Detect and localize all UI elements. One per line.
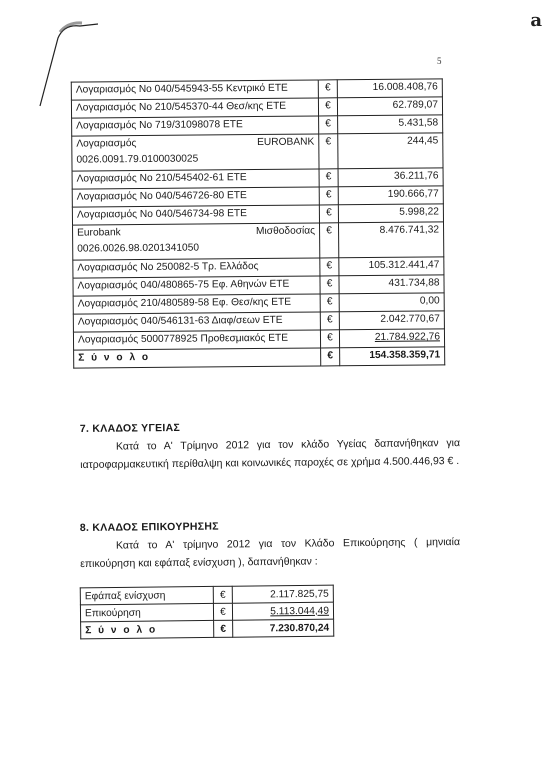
amount-value: 21.784.922,76	[374, 331, 441, 343]
account-name-cell: Λογαριασμός Νο 250082-5 Τρ. Ελλάδος	[73, 258, 320, 278]
account-name-left: Eurobank	[77, 227, 121, 239]
health-section	[80, 416, 461, 474]
amount-cell	[339, 329, 444, 348]
amount-value: 5.431,58	[398, 117, 439, 129]
currency-cell: €	[319, 134, 338, 169]
amount-cell	[338, 222, 443, 258]
total-row	[81, 619, 334, 639]
amount-cell	[339, 275, 444, 294]
currency-cell: €	[320, 276, 339, 294]
account-name-cell	[73, 223, 320, 260]
account-name-cell: Λογαριασμός Νο 719/31098078 ΕΤΕ	[72, 116, 319, 136]
total-label: Σ ύ ν ο λ ο	[74, 348, 321, 368]
account-name-cell: Λογαριασμός Νο 040/546726-80 ΕΤΕ	[72, 187, 319, 207]
total-amount: 7.230.870,24	[233, 619, 334, 637]
account-name-cell: Λογαριασμός Νο 210/545402-61 ΕΤΕ	[72, 169, 319, 189]
amount-value: 2.117.825,75	[270, 588, 329, 600]
amount-cell	[232, 602, 333, 620]
account-number: 0026.0026.98.0201341050	[77, 242, 200, 255]
amount-cell	[339, 311, 444, 330]
aux-name-cell: Εφάπαξ ενίσχυση	[80, 586, 213, 604]
auxiliary-text: Κατά το Α' τρίμηνο 2012 για τον Κλάδο Επικούρησης ( μηνιαία επικούρηση και εφάπαξ ενίσχυση ), δαπανήθηκαν :	[80, 536, 461, 570]
total-currency: €	[214, 620, 233, 637]
account-name-cell: Λογαριασμός Νο 210/545370-44 Θεσ/κης ΕΤΕ	[71, 98, 318, 118]
currency-cell: €	[318, 98, 337, 116]
accounts-table	[71, 78, 445, 368]
currency-cell: €	[320, 330, 339, 348]
health-heading: 7. ΚΛΑΔΟΣ ΥΓΕΙΑΣ	[79, 421, 181, 435]
account-name-right: Μισθοδοσίας	[255, 225, 316, 238]
currency-cell: €	[319, 187, 338, 205]
amount-value: 2.042.770,67	[380, 313, 440, 325]
currency-cell: €	[319, 223, 338, 258]
currency-cell: €	[320, 294, 339, 312]
amount-cell	[338, 204, 443, 223]
account-name-cell: Λογαριασμός 040/546131-63 Διαφ/σεων ΕΤΕ	[73, 312, 320, 332]
currency-cell: €	[319, 116, 338, 134]
auxiliary-table	[80, 585, 335, 640]
amount-value: 0,00	[419, 295, 440, 307]
auxiliary-section	[80, 515, 461, 573]
amount-value: 431.734,88	[388, 277, 440, 289]
currency-cell: €	[320, 312, 339, 330]
currency-cell: €	[213, 586, 232, 603]
currency-cell: €	[213, 603, 232, 620]
account-number: 0026.0091.79.0100030025	[76, 153, 199, 166]
account-name-cell: Λογαριασμός Νο 040/546734-98 ΕΤΕ	[72, 205, 319, 225]
account-name-line	[77, 224, 315, 242]
account-name-cell	[72, 134, 319, 171]
currency-cell: €	[319, 205, 338, 223]
currency-cell: €	[320, 258, 339, 276]
account-name-cell: Λογαριασμός Νο 040/545943-55 Κεντρικό ΕΤΕ	[71, 80, 318, 100]
amount-cell	[339, 257, 444, 276]
currency-cell: €	[319, 169, 338, 187]
amount-value: 8.476.741,32	[379, 224, 440, 236]
account-name-left: Λογαριασμός	[76, 138, 137, 150]
total-label: Σ ύ ν ο λ ο	[81, 620, 214, 638]
page-number: 5	[437, 56, 442, 66]
amount-cell	[337, 97, 442, 116]
amount-cell	[338, 133, 443, 169]
amount-cell	[337, 79, 442, 98]
total-amount: 154.358.359,71	[340, 347, 445, 366]
amount-value: 36.211,76	[393, 170, 439, 182]
amount-cell	[338, 186, 443, 205]
amount-cell	[232, 585, 333, 603]
corner-mark: a	[530, 10, 542, 31]
account-name-cell: Λογαριασμός 5000778925 Προθεσμιακός ΕΤΕ	[73, 330, 320, 350]
auxiliary-heading: 8. ΚΛΑΔΟΣ ΕΠΙΚΟΥΡΗΣΗΣ	[79, 520, 219, 534]
amount-value: 105.312.441,47	[368, 259, 440, 272]
amount-cell	[339, 293, 444, 312]
amount-cell	[338, 115, 443, 134]
amount-cell	[338, 168, 443, 187]
total-currency: €	[321, 348, 340, 366]
amount-value: 62.789,07	[392, 99, 439, 111]
amount-value: 5.998,22	[399, 206, 439, 218]
currency-cell: €	[318, 80, 337, 98]
health-text: Κατά το Α' Τρίμηνο 2012 για τον κλάδο Υγείας δαπανήθηκαν για ιατροφαρμακευτική περίθαλψη και κοινωνικές παροχές σε χρήμα 4.500.446,93 € .	[80, 437, 461, 471]
account-name-cell: Λογαριασμός 210/480589-58 Εφ. Θεσ/κης ΕΤΕ	[73, 294, 320, 314]
amount-value: 16.008.408,76	[372, 81, 438, 93]
account-name-cell: Λογαριασμός 040/480865-75 Εφ. Αθηνών ΕΤΕ	[73, 276, 320, 296]
account-name-right: EUROBANK	[257, 136, 315, 149]
amount-value: 244,45	[407, 135, 439, 147]
account-name-line	[76, 135, 314, 153]
amount-value: 190.666,77	[387, 188, 439, 200]
aux-name-cell: Επικούρηση	[80, 603, 213, 621]
total-row	[74, 347, 445, 368]
table-row	[72, 133, 443, 171]
amount-value: 5.113.044,49	[270, 605, 330, 617]
table-row	[73, 222, 444, 260]
